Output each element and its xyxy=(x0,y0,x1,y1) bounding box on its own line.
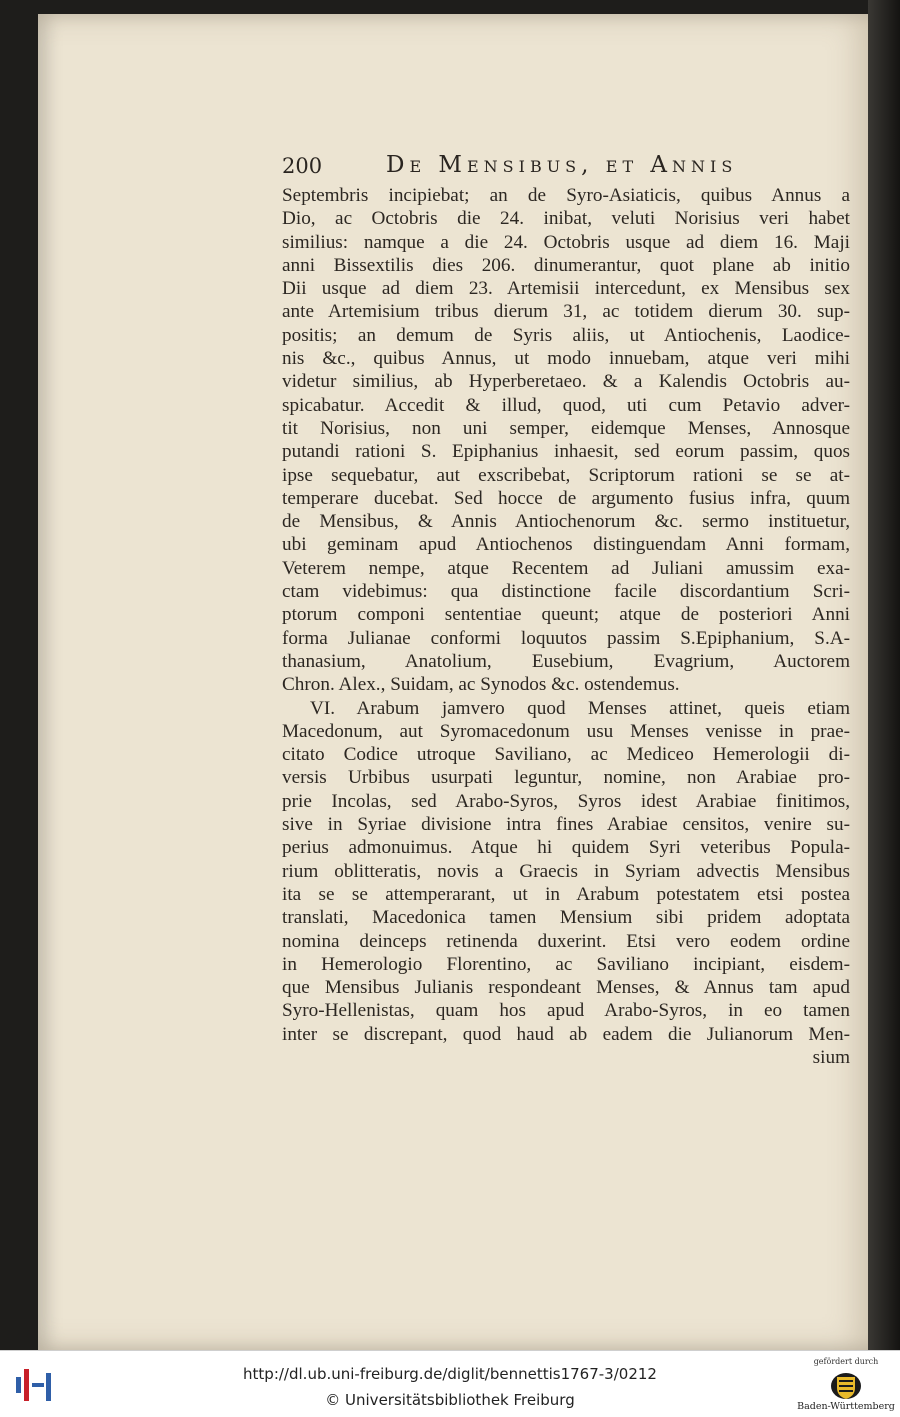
page-header xyxy=(282,152,852,182)
text-line: Syro-Hellenistas, quam hos apud Arabo-Syros, in eo tamen xyxy=(282,1000,850,1022)
sponsor-label: gefördert durch xyxy=(813,1357,879,1366)
text-line: nis &c., quibus Annus, ut modo innuebam, atque veri mihi xyxy=(282,348,850,370)
page-number: 200 xyxy=(282,154,323,178)
text-line: similius: namque a die 24. Octobris usque ad diem 16. Maji xyxy=(282,231,850,253)
text-line: Macedonum, aut Syromacedonum usu Menses venisse in prae- xyxy=(282,720,850,742)
sponsor-name: Baden-Württemberg xyxy=(797,1401,895,1412)
text-line: citato Codice utroque Saviliano, ac Mediceo Hemerologii di- xyxy=(282,744,850,766)
text-line: anni Bissextilis dies 206. dinumerantur, quot plane ab initio xyxy=(282,254,850,276)
text-line: in Hemerologio Florentino, ac Saviliano incipiant, eisdem- xyxy=(282,953,850,975)
permalink-url[interactable]: http://dl.ub.uni-freiburg.de/diglit/bennettis1767-3/0212 xyxy=(243,1365,657,1383)
text-line: Veterem nempe, atque Recentem ad Juliani amussim exa- xyxy=(282,557,850,579)
text-line: rium oblitteratis, novis a Graecis in Syriam advectis Mensibus xyxy=(282,860,850,882)
text-line: forma Julianae conformi loquutos passim S.Epiphanium, S.A- xyxy=(282,627,850,649)
text-line: putandi rationi S. Epiphanius inhaesit, sed eorum passim, quos xyxy=(282,441,850,463)
text-line: Dio, ac Octobris die 24. inibat, veluti Norisius veri habet xyxy=(282,208,850,230)
text-line: que Mensibus Julianis respondeant Menses, & Annus tam apud xyxy=(282,977,850,999)
text-line: ante Artemisium tribus dierum 31, ac totidem dierum 30. sup- xyxy=(282,301,850,323)
text-line: de Mensibus, & Annis Antiochenorum &c. sermo instituetur, xyxy=(282,511,850,533)
body-text xyxy=(282,184,850,1069)
text-line: ita se se attemperarant, ut in Arabum potestatem etsi postea xyxy=(282,883,850,905)
text-line: videtur similius, ab Hyperberetaeo. & a Kalendis Octobris au- xyxy=(282,371,850,393)
text-line: Chron. Alex., Suidam, ac Synodos &c. ostendemus. xyxy=(282,674,680,696)
text-line: inter se discrepant, quod haud ab eadem die Julianorum Men- xyxy=(282,1023,850,1045)
viewer-footer xyxy=(0,1350,900,1417)
book-gutter xyxy=(868,0,900,1350)
text-line: versis Urbibus usurpati leguntur, nomine, non Arabiae pro- xyxy=(282,767,850,789)
copyright-notice: © Universitätsbibliothek Freiburg xyxy=(325,1391,575,1409)
section-start-line: VI. Arabum jamvero quod Menses attinet, queis etiam xyxy=(310,697,850,719)
text-line: sive in Syriae divisione intra fines Arabiae censitos, venire su- xyxy=(282,814,850,836)
text-line: tit Norisius, non uni semper, eidemque Menses, Annosque xyxy=(282,417,850,439)
text-line: ctam videbimus: qua distinctione facile discordantium Scri- xyxy=(282,581,850,603)
text-line: translati, Macedonica tamen Mensium sibi pridem adoptata xyxy=(282,907,850,929)
text-line: prie Incolas, sed Arabo-Syros, Syros idest Arabiae finitimos, xyxy=(282,790,850,812)
text-line: thanasium, Anatolium, Eusebium, Evagrium, Auctorem xyxy=(282,650,850,672)
text-line: nomina deinceps retinenda duxerint. Etsi vero eodem ordine xyxy=(282,930,850,952)
text-line: ptorum componi sententiae queunt; atque de posteriori Anni xyxy=(282,604,850,626)
state-crest-icon xyxy=(826,1371,866,1401)
text-line: temperare ducebat. Sed hocce de argumento fusius infra, quum xyxy=(282,487,850,509)
text-line: spicabatur. Accedit & illud, quod, uti cum Petavio adver- xyxy=(282,394,850,416)
text-line: ipse sequebatur, aut exscribebat, Scriptorum rationi se se at- xyxy=(282,464,850,486)
running-head: De Mensibus, et Annis xyxy=(386,152,738,178)
text-line: positis; an demum de Syris aliis, ut Antiochenis, Laodice- xyxy=(282,324,850,346)
catchword: sium xyxy=(812,1046,850,1068)
text-line: ubi geminam apud Antiochenos distinguendam Anni formam, xyxy=(282,534,850,556)
text-line: Septembris incipiebat; an de Syro-Asiaticis, quibus Annus a xyxy=(282,185,850,206)
text-line: perius admonuimus. Atque hi quidem Syri veteribus Popula- xyxy=(282,837,850,859)
text-line: Dii usque ad diem 23. Artemisii intercedunt, ex Mensibus sex xyxy=(282,278,850,300)
sponsor-block xyxy=(796,1357,896,1415)
